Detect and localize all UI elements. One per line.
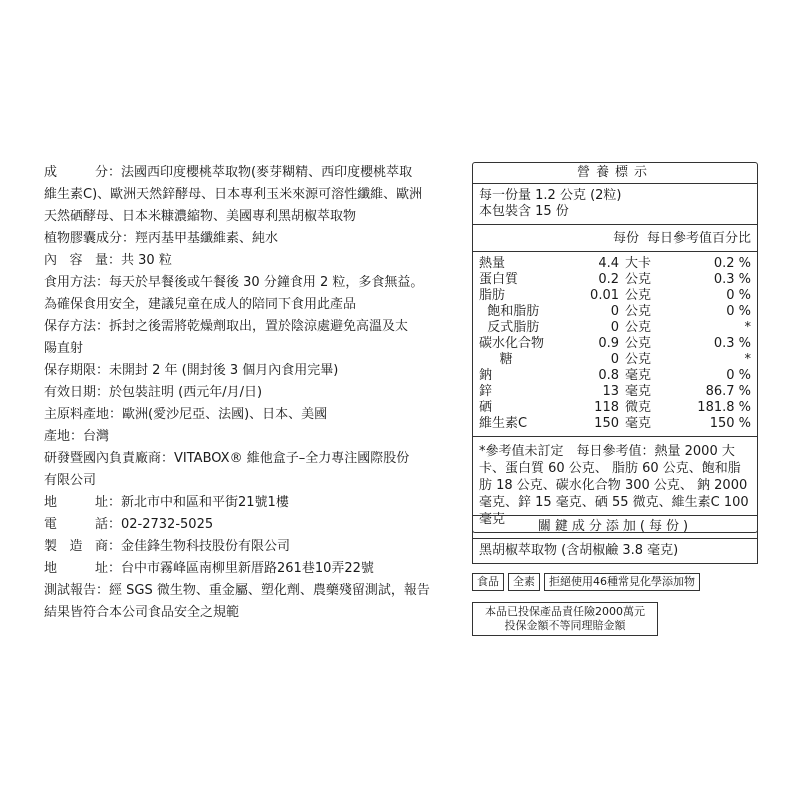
nutrient-dv: 86.7 % <box>705 384 751 399</box>
storage-label: 保存方法： <box>44 319 110 334</box>
capsule-row <box>44 228 462 250</box>
nutrient-name: 鈉 <box>479 368 493 383</box>
col-daily-value: 每日參考值百分比 <box>646 231 751 246</box>
badge-vegan: 全素 <box>508 573 540 591</box>
content-label: 內容量 <box>44 253 108 268</box>
rd-row <box>44 448 462 470</box>
serving-info <box>473 184 757 225</box>
nutrition-row <box>473 256 757 272</box>
maker-value: 金佳鋒生物科技股份有限公司 <box>121 539 291 554</box>
capsule-value: 羥丙基甲基纖維素、純水 <box>135 231 279 246</box>
daily-reference-note: *參考值未訂定 每日參考值：熱量 2000 大卡、蛋白質 60 公克、 脂肪 60 公克、飽和脂肪 18 公克、碳水化合物 300 公克、 鈉 2000 毫克、鋅 15 毫克、硒 55 微克、維生素C 100 毫克 <box>479 444 749 527</box>
place-row <box>44 426 462 448</box>
usage-value: 每天於早餐後或午餐後 30 分鐘食用 2 粒，多食無益。 <box>109 275 424 290</box>
place-label: 產地： <box>44 429 84 444</box>
insurance-line-2: 投保金額不等同理賠金額 <box>504 619 626 632</box>
nutrient-amount: 0 <box>610 304 619 319</box>
safety-text: 為確保食用安全，建議兒童在成人的陪同下食用此產品 <box>44 297 357 312</box>
nutrient-amount: 0.01 <box>590 288 619 303</box>
nutrition-table <box>473 256 757 432</box>
key-ingredient-title: 關鍵成分添加(每份) <box>473 516 757 539</box>
nutrient-name: 糖 <box>479 352 513 367</box>
test-value-2: 結果皆符合本公司食品安全之規範 <box>44 605 240 620</box>
serving-size: 每一份量 1.2 公克 (2粒) <box>479 188 622 203</box>
ingredients-row: 成 分：法國西印度櫻桃萃取物(麥芽糊精、西印度櫻桃萃取 <box>44 162 462 184</box>
badge-no-additives: 拒絕使用46種常見化學添加物 <box>544 573 700 591</box>
ingredients-label-a: 成 分 <box>44 165 108 180</box>
ingredients-line-1: 法國西印度櫻桃萃取物(麥芽糊精、西印度櫻桃萃取 <box>121 165 413 180</box>
nutrient-unit: 公克 <box>625 352 652 367</box>
origin-label: 主原料產地： <box>44 407 123 422</box>
rd-label: 研發暨國內負責廠商： <box>44 451 175 466</box>
nutrient-amount: 0.9 <box>598 336 619 351</box>
insurance-line-1: 本品已投保產品責任險2000萬元 <box>485 605 645 618</box>
nutrient-unit: 毫克 <box>625 416 652 431</box>
nutrition-rows <box>473 256 757 437</box>
ingredients-line-3: 天然硒酵母、日本米糠濃縮物、美國專利黑胡椒萃取物 <box>44 209 357 224</box>
nutrition-row <box>473 304 757 320</box>
rd-value: VITABOX® 維他盒子–全力專注國際股份 <box>174 451 410 466</box>
nutrient-unit: 毫克 <box>625 384 652 399</box>
addr2-label: 地址 <box>44 561 108 576</box>
badge-row <box>472 573 700 591</box>
shelf-label: 保存期限： <box>44 363 110 378</box>
nutrient-name: 維生素C <box>479 416 528 431</box>
addr2-row: 地址：台中市霧峰區南柳里新厝路261巷10弄22號 <box>44 558 462 580</box>
expiry-value: 於包裝註明 (西元年/月/日) <box>109 385 263 400</box>
nutrient-name: 脂肪 <box>479 288 506 303</box>
capsule-label: 植物膠囊成分： <box>44 231 136 246</box>
nutrition-row <box>473 320 757 336</box>
nutrient-name: 鋅 <box>479 384 493 399</box>
nutrient-amount: 0 <box>610 320 619 335</box>
nutrient-dv: * <box>744 320 751 335</box>
ingredients-line-2: 維生素C)、歐洲天然鋅酵母、日本專利玉米來源可溶性纖維、歐洲 <box>44 187 423 202</box>
nutrient-dv: 0.2 % <box>713 256 751 271</box>
nutrient-dv: 181.8 % <box>697 400 751 415</box>
nutrient-name: 硒 <box>479 400 493 415</box>
nutrient-amount: 150 <box>594 416 619 431</box>
test-row <box>44 580 462 602</box>
nutrition-facts-panel <box>472 162 758 533</box>
nutrition-row <box>473 384 757 400</box>
nutrient-amount: 118 <box>594 400 619 415</box>
nutrient-dv: 0 % <box>726 304 751 319</box>
nutrient-unit: 微克 <box>625 400 652 415</box>
storage-value-2: 陽直射 <box>44 341 84 356</box>
origin-value: 歐洲(愛沙尼亞、法國)、日本、美國 <box>122 407 328 422</box>
tel-value: 02-2732-5025 <box>121 517 214 532</box>
content-row: 內容量：共 30 粒 <box>44 250 462 272</box>
nutrient-dv: 0 % <box>726 368 751 383</box>
nutrition-row <box>473 368 757 384</box>
origin-row <box>44 404 462 426</box>
tel-row: 電話：02-2732-5025 <box>44 514 462 536</box>
nutrient-dv: * <box>744 352 751 367</box>
nutrient-dv: 0.3 % <box>713 272 751 287</box>
shelf-value: 未開封 2 年 (開封後 3 個月內食用完畢) <box>109 363 339 378</box>
insurance-notice <box>472 602 658 636</box>
storage-value: 拆封之後需將乾燥劑取出，置於陰涼處避免高溫及太 <box>109 319 409 334</box>
servings-per-pack: 本包裝含 15 份 <box>479 204 569 219</box>
nutrient-unit: 大卡 <box>625 256 652 271</box>
rd-value-2: 有限公司 <box>44 473 97 488</box>
test-value: 經 SGS 微生物、重金屬、塑化劑、農藥殘留測試，報告 <box>109 583 430 598</box>
nutrition-column-header <box>473 225 757 252</box>
usage-row <box>44 272 462 294</box>
nutrition-row <box>473 416 757 432</box>
badge-food: 食品 <box>472 573 504 591</box>
nutrient-unit: 公克 <box>625 304 652 319</box>
nutrition-title: 營養標示 <box>473 163 757 184</box>
nutrient-dv: 0 % <box>726 288 751 303</box>
nutrient-amount: 0.2 <box>598 272 619 287</box>
nutrient-unit: 公克 <box>625 272 652 287</box>
nutrient-amount: 4.4 <box>598 256 619 271</box>
nutrient-name: 蛋白質 <box>479 272 519 287</box>
shelf-row <box>44 360 462 382</box>
expiry-row <box>44 382 462 404</box>
nutrient-unit: 毫克 <box>625 368 652 383</box>
addr-value: 新北市中和區和平街21號1樓 <box>121 495 289 510</box>
col-per-serving: 每份 <box>612 231 639 246</box>
nutrient-amount: 0.8 <box>598 368 619 383</box>
nutrient-name: 熱量 <box>479 256 506 271</box>
nutrient-unit: 公克 <box>625 320 652 335</box>
storage-row <box>44 316 462 338</box>
key-ingredient-value: 黑胡椒萃取物 (含胡椒鹼 3.8 毫克) <box>479 543 679 558</box>
nutrient-name: 飽和脂肪 <box>479 304 540 319</box>
addr-row: 地址：新北市中和區和平街21號1樓 <box>44 492 462 514</box>
nutrition-row <box>473 288 757 304</box>
addr-label: 地址 <box>44 495 108 510</box>
product-info <box>44 162 462 624</box>
nutrient-dv: 0.3 % <box>713 336 751 351</box>
nutrient-unit: 公克 <box>625 336 652 351</box>
maker-row: 製造商：金佳鋒生物科技股份有限公司 <box>44 536 462 558</box>
nutrient-name: 反式脂肪 <box>479 320 540 335</box>
place-value: 台灣 <box>83 429 110 444</box>
nutrient-amount: 0 <box>610 352 619 367</box>
nutrition-row <box>473 272 757 288</box>
usage-label: 食用方法： <box>44 275 110 290</box>
nutrient-dv: 150 % <box>709 416 751 431</box>
nutrient-unit: 公克 <box>625 288 652 303</box>
content-value: 共 30 粒 <box>121 253 172 268</box>
nutrition-row <box>473 352 757 368</box>
tel-label: 電話 <box>44 517 108 532</box>
nutrition-row <box>473 400 757 416</box>
nutrient-amount: 13 <box>602 384 619 399</box>
nutrition-row <box>473 336 757 352</box>
nutrient-name: 碳水化合物 <box>479 336 545 351</box>
key-ingredient-panel <box>472 515 758 564</box>
expiry-label: 有效日期： <box>44 385 110 400</box>
addr2-value: 台中市霧峰區南柳里新厝路261巷10弄22號 <box>121 561 374 576</box>
test-label: 測試報告： <box>44 583 110 598</box>
maker-label: 製造商 <box>44 539 108 554</box>
